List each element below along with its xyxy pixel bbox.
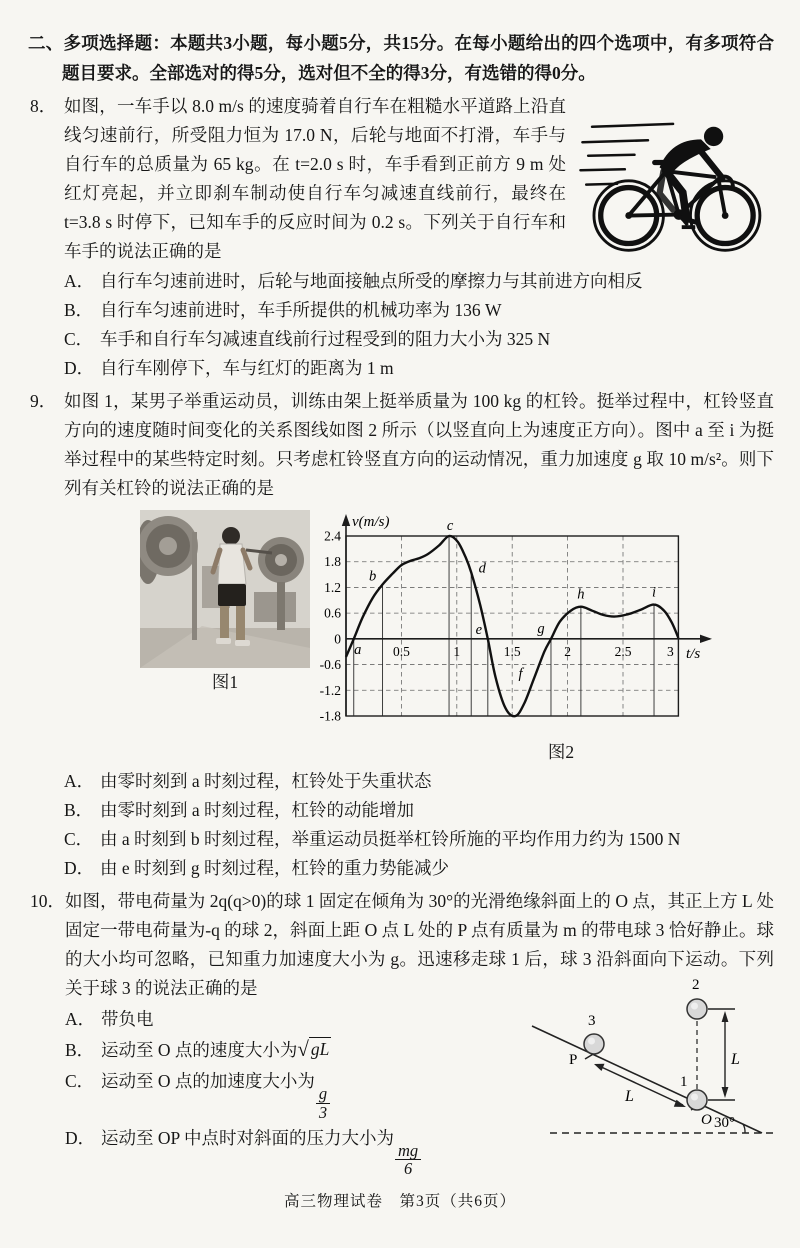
option-label: D．: [65, 1127, 96, 1148]
cyclist-illustration: [576, 94, 774, 258]
q9-option-c: [64, 825, 774, 854]
option-text: [101, 1067, 565, 1122]
point-p-label: P: [569, 1052, 578, 1068]
question-10-number: 10．: [30, 891, 65, 911]
point-label-h: h: [577, 586, 585, 603]
option-label: B．: [64, 800, 94, 820]
question-9-number: 9．: [30, 391, 57, 411]
option-label: A．: [64, 771, 95, 791]
x-tick-label: 1: [453, 643, 461, 659]
y-tick-label: 2.4: [324, 528, 341, 544]
option-text: 由零时刻到 a 时刻过程，杠铃处于失重状态: [100, 771, 432, 791]
option-text-prefix: 运动至 OP 中点时对斜面的压力大小为: [101, 1127, 394, 1148]
option-text: [101, 1124, 565, 1179]
q9-option-d: [64, 854, 774, 883]
x-tick-label: 0.5: [392, 643, 410, 659]
option-text: [101, 1036, 565, 1065]
point-label-b: b: [368, 568, 377, 585]
option-label: C．: [64, 329, 94, 349]
incline-diagram: [522, 969, 780, 1147]
point-label-c: c: [446, 518, 454, 534]
q8-option-c: [64, 325, 774, 354]
point-label-a: a: [354, 641, 362, 658]
question-9-options: [64, 767, 774, 883]
q9-option-a: [64, 767, 774, 796]
q8-option-b: [64, 296, 774, 325]
y-tick-label: 0.6: [324, 605, 341, 621]
option-text: 车手和自行车匀减速直线前行过程受到的阻力大小为 325 N: [100, 329, 551, 349]
ball-2-label: 2: [692, 977, 700, 993]
sqrt-expression: [297, 1037, 331, 1062]
fraction: [316, 1085, 330, 1122]
q9-option-b: [64, 796, 774, 825]
fraction: [395, 1142, 421, 1179]
fraction-denominator: 3: [318, 1102, 328, 1122]
option-text: 由 e 时刻到 g 时刻过程，杠铃的重力势能减少: [100, 858, 450, 878]
incline-distance-label: L: [625, 1088, 634, 1105]
option-text-prefix: 运动至 O 点的速度大小为: [101, 1040, 298, 1060]
q10-option-a: [65, 1005, 565, 1034]
point-label-e: e: [475, 621, 483, 638]
incline-diagram-svg: [522, 969, 780, 1147]
radicand: gL: [309, 1037, 331, 1062]
ball-3-label: 3: [588, 1013, 596, 1029]
question-8-options: [64, 267, 774, 383]
page-footer: 高三物理试卷 第3页（共6页）: [283, 1193, 516, 1210]
option-label: D．: [64, 858, 95, 878]
velocity-time-graph: [318, 510, 720, 738]
weightlifter-photo-figure: [140, 510, 310, 694]
option-label: A．: [65, 1009, 96, 1029]
x-tick-label: 2.5: [614, 643, 632, 659]
point-o-label: O: [701, 1112, 712, 1128]
point-label-i: i: [652, 584, 657, 601]
option-label: B．: [65, 1040, 95, 1060]
section-header: 二、多项选择题：本题共3小题，每小题5分，共15分。在每小题给出的四个选项中，有多项符合题目要求。全部选对的得5分，选对但不全的得3分，有选错的得0分。: [28, 33, 774, 83]
q8-option-a: [64, 267, 774, 296]
x-axis-arrow: [700, 635, 712, 643]
question-8-stem: 如图，一车手以 8.0 m/s 的速度骑着自行车在粗糙水平道路上沿直线匀速前行，所受阻力恒为 17.0 N，后轮与地面不打滑，车手与自行车的总质量为 65 kg。在 t=2.0 s 时，车手看到正前方 9 m 处红灯亮起，并立即刹车制动使自行车匀减速直线前行，最终在 t=3.8 s 时停下，已知车手的反应时间为 0.2 s。下列关于自行车和车手的说法正确的是: [64, 96, 566, 261]
point-label-d: d: [478, 560, 486, 577]
option-text-prefix: 运动至 O 点的加速度大小为: [101, 1071, 315, 1091]
question-9: [0, 387, 800, 883]
cyclist-icon: [576, 94, 774, 258]
fraction-denominator: 6: [403, 1159, 413, 1179]
angle-label: 30°: [714, 1115, 735, 1131]
q10-option-c: [65, 1067, 565, 1122]
x-tick-label: 3: [667, 643, 674, 659]
option-text: 自行车匀速前进时，后轮与地面接触点所受的摩擦力与其前进方向相反: [100, 271, 643, 291]
y-tick-label: -0.6: [319, 657, 341, 673]
y-axis-label: v(m/s): [352, 514, 390, 530]
question-10: [0, 887, 800, 1178]
radical-sign: √: [297, 1037, 309, 1061]
point-label-g: g: [537, 620, 545, 637]
figure-1-caption: 图1: [211, 672, 239, 692]
option-text: 带负电: [101, 1009, 154, 1029]
question-10-stem: 如图，带电荷量为 2q(q>0)的球 1 固定在倾角为 30°的光滑绝缘斜面上的 O 点，其正上方 L 处固定一带电荷量为-q 的球 2，斜面上距 O 点 L 处的 P 点有质量为 m 的带电球 3 恰好静止。球的大小均可忽略，已知重力加速度大小为 g。迅速移走球 1 后，球 3 沿斜面向下运动。下列关于球 3 的说法正确的是: [65, 891, 774, 998]
option-label: C．: [65, 1071, 95, 1091]
y-axis-arrow: [342, 514, 350, 526]
y-tick-label: 1.8: [324, 554, 341, 570]
q10-option-d: [65, 1124, 565, 1179]
option-label: D．: [64, 358, 95, 378]
question-8-number: 8．: [30, 96, 57, 116]
y-tick-label: 1.2: [324, 579, 341, 595]
y-tick-label: -1.8: [319, 708, 341, 724]
figure-2-caption: 图2: [547, 742, 575, 762]
y-tick-label: 0: [334, 631, 341, 647]
point-label-f: f: [518, 666, 523, 682]
y-tick-label: -1.2: [319, 682, 341, 698]
option-text: 自行车匀速前进时，车手所提供的机械功率为 136 W: [100, 300, 502, 320]
x-axis-label: t/s: [686, 645, 701, 662]
weightlifter-photo: [140, 510, 310, 668]
q10-option-b: [65, 1036, 565, 1065]
velocity-time-figure: [318, 510, 720, 764]
option-text: 自行车刚停下，车与红灯的距离为 1 m: [100, 358, 394, 378]
question-8: [0, 92, 800, 383]
x-tick-label: 1.5: [503, 643, 521, 659]
ball-1-label: 1: [680, 1074, 688, 1090]
option-label: B．: [64, 300, 94, 320]
option-label: C．: [64, 829, 94, 849]
option-label: A．: [64, 271, 95, 291]
question-9-figures: [64, 510, 774, 764]
question-9-stem: 如图 1，某男子举重运动员，训练由架上挺举质量为 100 kg 的杠铃。挺举过程中，杠铃竖直方向的速度随时间变化的关系图线如图 2 所示（以竖直向上为速度正方向）。图中 a 至 i 为挺举过程中的某些特定时刻。只考虑杠铃竖直方向的运动情况，重力加速度 g 取 10 m/s²。则下列有关杠铃的说法正确的是: [64, 391, 774, 498]
fraction-numerator: g: [316, 1085, 330, 1104]
x-tick-label: 2: [564, 643, 571, 659]
vertical-distance-label: L: [731, 1051, 740, 1068]
q8-option-d: [64, 354, 774, 383]
option-text: 由 a 时刻到 b 时刻过程，举重运动员挺举杠铃所施的平均作用力约为 1500 N: [100, 829, 681, 849]
option-text: 由零时刻到 a 时刻过程，杠铃的动能增加: [100, 800, 415, 820]
fraction-numerator: mg: [395, 1142, 421, 1161]
